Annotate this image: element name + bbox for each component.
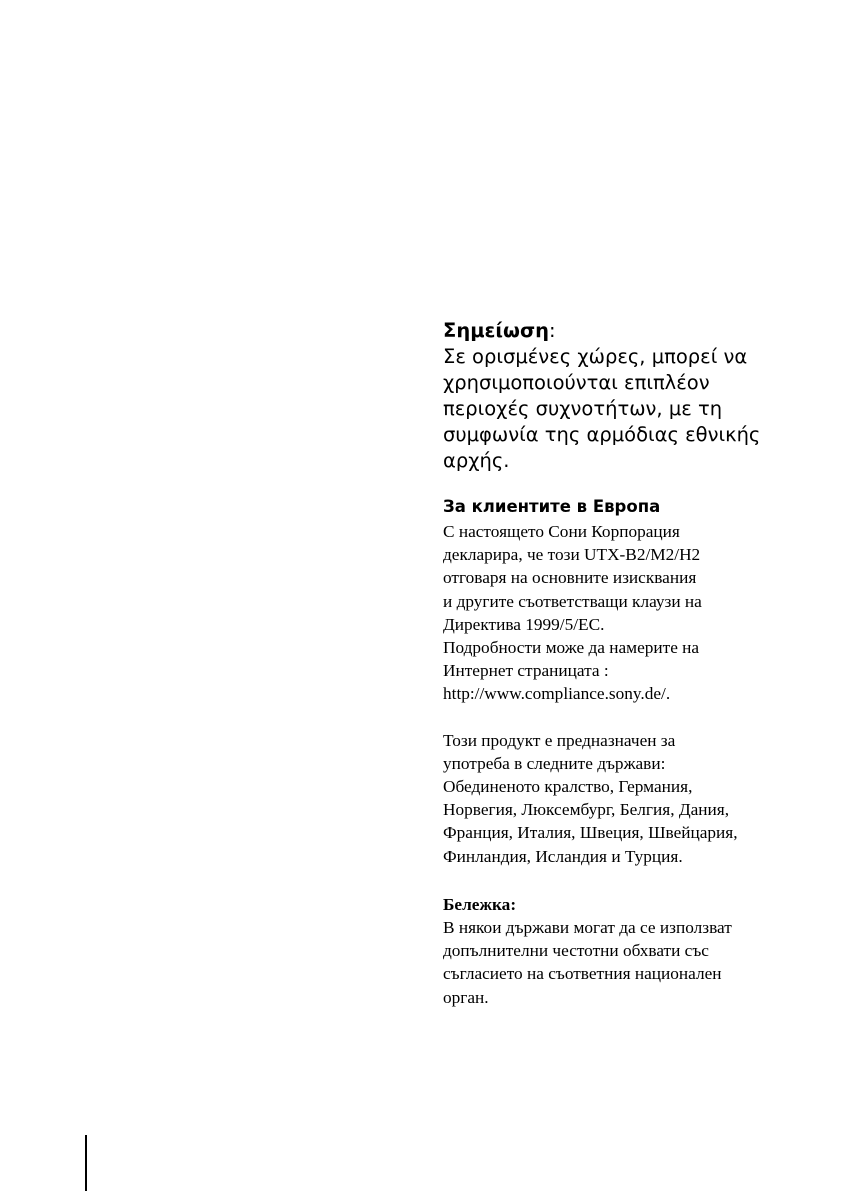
countries-line: Норвегия, Люксембург, Белгия, Дания,: [443, 800, 730, 820]
greek-note-heading: Σημείωση: [443, 319, 550, 342]
greek-note: [443, 318, 838, 474]
countries-line: Франция, Италия, Швеция, Швейцария,: [443, 823, 738, 843]
eu-customers-section: [443, 496, 838, 868]
countries-line: Обединеното кралство, Германия,: [443, 777, 693, 797]
declaration-line: и другите съответстващи клаузи на: [443, 591, 702, 611]
bulgarian-note-line: В някои държави могат да се използват: [443, 918, 732, 938]
greek-note-line: συμφωνία της αρμόδιας εθνικής: [443, 423, 761, 446]
declaration-line: Подробности може да намерите на: [443, 638, 700, 658]
bulgarian-note-line: съгласието на съответния национален: [443, 964, 722, 984]
countries-line: употреба в следните държави:: [443, 753, 666, 773]
greek-note-line: αρχής.: [443, 449, 510, 472]
declaration-line: декларира, че този UTX-B2/M2/H2: [443, 545, 701, 565]
page-margin-rule: [85, 1135, 87, 1191]
greek-note-colon: :: [549, 319, 556, 342]
bulgarian-note-label: Бележка:: [443, 894, 517, 914]
countries-line: Този продукт е предназначен за: [443, 730, 676, 750]
compliance-url: http://www.compliance.sony.de/.: [443, 684, 671, 704]
declaration-line: отговаря на основните изисквания: [443, 568, 697, 588]
declaration-paragraph: [443, 520, 838, 706]
declaration-line: С настоящето Сони Корпорация: [443, 522, 680, 541]
countries-paragraph: [443, 729, 838, 868]
greek-note-line: χρησιμοποιούνται επιπλέον: [443, 371, 710, 394]
greek-note-line: Σε ορισμένες χώρες, μπορεί να: [443, 345, 748, 368]
declaration-line: Директива 1999/5/EC.: [443, 614, 605, 634]
bulgarian-note-line: допълнителни честотни обхвати със: [443, 941, 709, 961]
greek-note-heading-line: [443, 318, 838, 344]
countries-line: Финландия, Исландия и Турция.: [443, 846, 683, 866]
text-column: [443, 318, 838, 1009]
eu-section-heading: За клиентите в Европа: [443, 497, 661, 516]
bulgarian-note: [443, 893, 838, 1009]
declaration-line: Интернет страницата :: [443, 661, 609, 681]
bulgarian-note-line: орган.: [443, 987, 489, 1007]
greek-note-line: περιοχές συχνοτήτων, με τη: [443, 397, 723, 420]
